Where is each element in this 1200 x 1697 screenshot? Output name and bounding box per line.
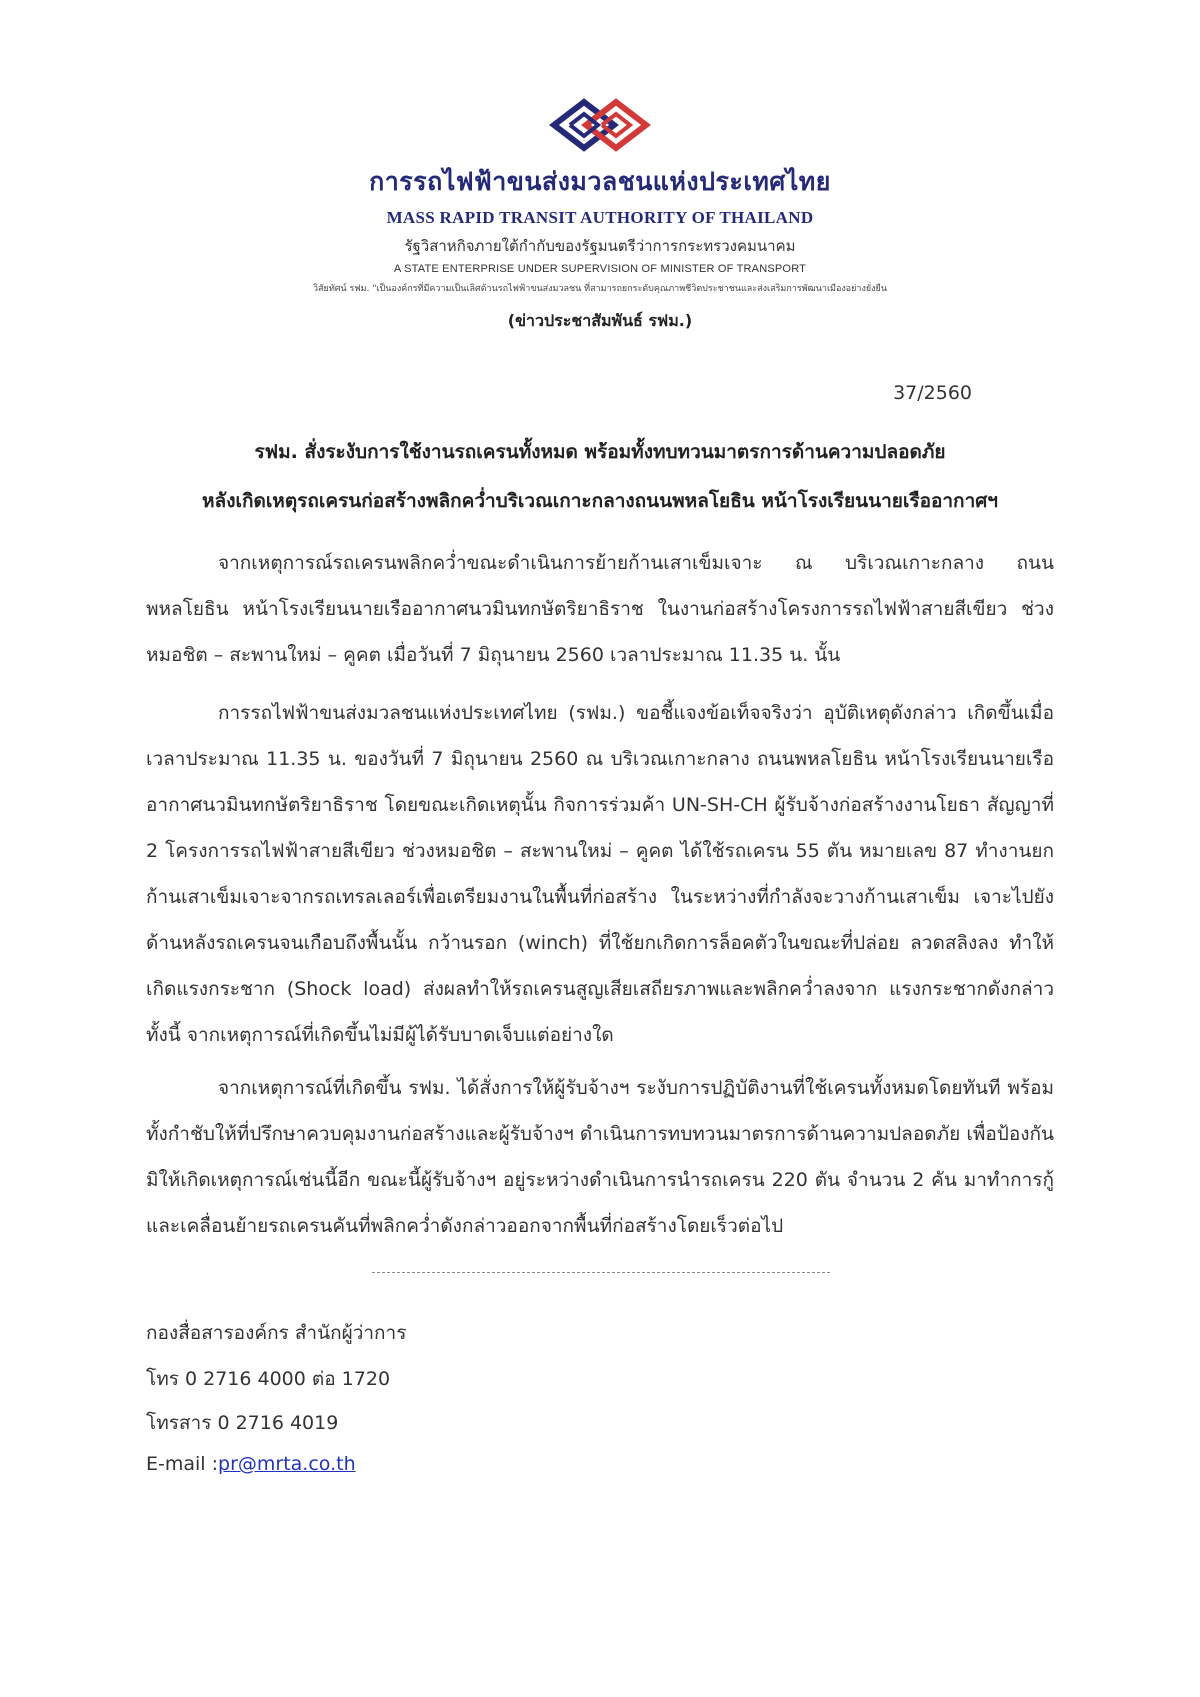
mrta-logo-icon (540, 96, 660, 154)
letterhead (0, 96, 1200, 334)
headline-line-2: หลังเกิดเหตุรถเครนก่อสร้างพลิกคว่ำบริเวณเกาะกลางถนนพหลโยธิน หน้าโรงเรียนนายเรืออากาศฯ (202, 490, 998, 512)
org-name-thai: การรถไฟฟ้าขนส่งมวลชนแห่งประเทศไทย (369, 167, 831, 196)
org-name-english: MASS RAPID TRANSIT AUTHORITY OF THAILAND (386, 208, 814, 227)
document-number: 37/2560 (893, 382, 972, 404)
vision-statement: วิสัยทัศน์ รฟม. "เป็นองค์กรที่มีความเป็นเลิศด้านรถไฟฟ้าขนส่งมวลชน ที่สามารถยกระดับคุณภาพชีวิตประชาชนและส่งเสริมการพัฒนาเมืองอย่างยั่งยืน (313, 284, 887, 294)
contact-phone: โทร 0 2716 4000 ต่อ 1720 (146, 1368, 391, 1390)
body-paragraph-1: จากเหตุการณ์รถเครนพลิกคว่ำขณะดำเนินการย้ายก้านเสาเข็มเจาะ ณ บริเวณเกาะกลาง ถนนพหลโยธิน หน้าโรงเรียนนายเรืออากาศนวมินทกษัตริยาธิราช ในงานก่อสร้างโครงการรถไฟฟ้าสายสีเขียว ช่วงหมอชิต – สะพานใหม่ – คูคต เมื่อวันที่ 7 มิถุนายน 2560 เวลาประมาณ 11.35 น. นั้น (146, 552, 1054, 666)
contact-office: กองสื่อสารองค์กร สำนักผู้ว่าการ (146, 1322, 407, 1344)
press-release-label: (ข่าวประชาสัมพันธ์ รฟม.) (507, 311, 693, 330)
body-paragraph-2: การรถไฟฟ้าขนส่งมวลชนแห่งประเทศไทย (รฟม.) ขอชี้แจงข้อเท็จจริงว่า อุบัติเหตุดังกล่าว เกิดขึ้นเมื่อ เวลาประมาณ 11.35 น. ของวันที่ 7 มิถุนายน 2560 ณ บริเวณเกาะกลาง ถนนพหลโยธิน หน้าโรงเรียนนายเรือ อากาศนวมินทกษัตริยาธิราช โดยขณะเกิดเหตุนั้น กิจการร่วมค้า UN-SH-CH ผู้รับจ้างก่อสร้างงานโยธา สัญญาที่ 2 โครงการรถไฟฟ้าสายสีเขียว ช่วงหมอชิต – สะพานใหม่ – คูคต ได้ใช้รถเครน 55 ตัน หมายเลข 87 ทำงานยกก้านเสาเข็มเจาะจากรถเทรลเลอร์เพื่อเตรียมงานในพื้นที่ก่อสร้าง ในระหว่างที่กำลังจะวางก้านเสาเข็ม เจาะไปยังด้านหลังรถเครนจนเกือบถึงพื้นนั้น กว้านรอก (winch) ที่ใช้ยกเกิดการล็อคตัวในขณะที่ปล่อย ลวดสลิงลง ทำให้เกิดแรงกระชาก (Shock load) ส่งผลทำให้รถเครนสูญเสียเสถียรภาพและพลิกคว่ำลงจาก แรงกระชากดังกล่าว ทั้งนี้ จากเหตุการณ์ที่เกิดขึ้นไม่มีผู้ได้รับบาดเจ็บแต่อย่างใด (146, 702, 1054, 1046)
headline-line-1: รฟม. สั่งระงับการใช้งานรถเครนทั้งหมด พร้อมทั้งทบทวนมาตรการด้านความปลอดภัย (254, 441, 946, 463)
subtitle-thai: รัฐวิสาหกิจภายใต้กำกับของรัฐมนตรีว่าการกระทรวงคมนาคม (404, 237, 796, 255)
subtitle-english: A STATE ENTERPRISE UNDER SUPERVISION OF MINISTER OF TRANSPORT (393, 263, 807, 275)
email-link[interactable]: pr@mrta.co.th (218, 1453, 356, 1475)
contact-fax: โทรสาร 0 2716 4019 (146, 1412, 339, 1434)
section-divider (372, 1272, 830, 1273)
body-paragraph-3: จากเหตุการณ์ที่เกิดขึ้น รฟม. ได้สั่งการให้ผู้รับจ้างฯ ระงับการปฏิบัติงานที่ใช้เครนทั้งหมดโดยทันที พร้อมทั้งกำชับให้ที่ปรึกษาควบคุมงานก่อสร้างและผู้รับจ้างฯ ดำเนินการทบทวนมาตรการด้านความปลอดภัย เพื่อป้องกันมิให้เกิดเหตุการณ์เช่นนี้อีก ขณะนี้ผู้รับจ้างฯ อยู่ระหว่างดำเนินการนำรถเครน 220 ตัน จำนวน 2 คัน มาทำการกู้และเคลื่อนย้ายรถเครนคันที่พลิกคว่ำดังกล่าวออกจากพื้นที่ก่อสร้างโดยเร็วต่อไป (146, 1077, 1054, 1237)
email-label: E-mail : (146, 1453, 219, 1475)
contact-email (146, 1453, 356, 1475)
